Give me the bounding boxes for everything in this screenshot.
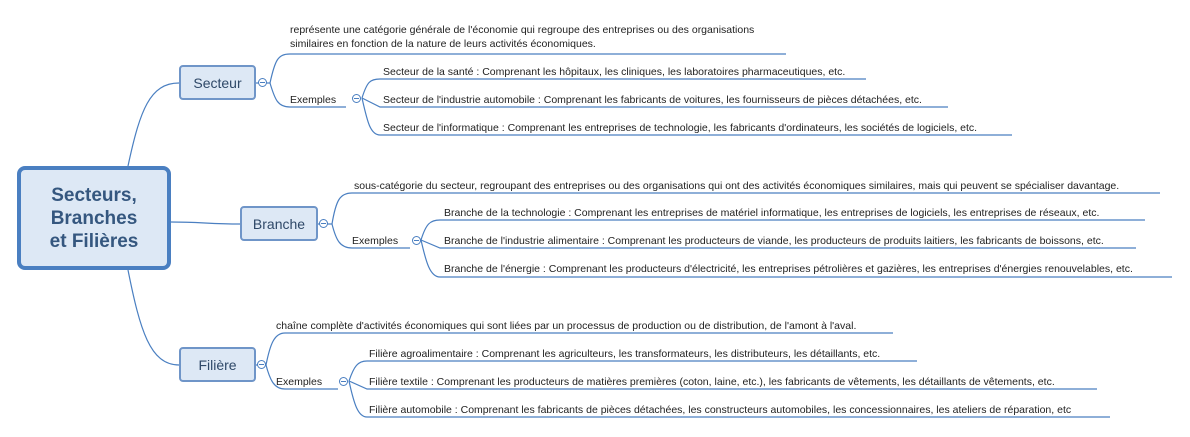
- collapse-icon[interactable]: [257, 360, 266, 369]
- filiere-exemple-3: Filière automobile : Comprenant les fabricants de pièces détachées, les constructeurs automobiles, les concessionnaires, les ateliers de réparation, etc: [369, 404, 1072, 416]
- filiere-definition: chaîne complète d'activités économiques qui sont liées par un processus de production ou de distribution, de l'amont à l'aval.: [276, 320, 857, 332]
- branche-exemple-1: Branche de la technologie : Comprenant les entreprises de matériel informatique, les entreprises de logiciels, les entreprises de réseaux, etc.: [444, 207, 1100, 219]
- filiere-exemple-2: Filière textile : Comprenant les producteurs de matières premières (coton, laine, etc.), les fabricants de vêtements, les détaillants de vêtements, etc.: [369, 376, 1055, 388]
- filiere-exemple-1: Filière agroalimentaire : Comprenant les agriculteurs, les transformateurs, les distributeurs, les détaillants, etc.: [369, 348, 881, 360]
- collapse-icon[interactable]: [258, 78, 267, 87]
- root-line-1: Secteurs,: [51, 184, 137, 206]
- branche-exemples-label: Exemples: [352, 235, 399, 247]
- secteur-node[interactable]: [179, 65, 256, 100]
- secteur-exemple-1: Secteur de la santé : Comprenant les hôpitaux, les cliniques, les laboratoires pharmaceutiques, etc.: [383, 66, 846, 78]
- secteur-label: Secteur: [193, 74, 242, 91]
- branche-exemple-2: Branche de l'industrie alimentaire : Comprenant les producteurs de viande, les producteurs de produits laitiers, les fabricants de boissons, etc.: [444, 235, 1104, 247]
- secteur-definition: représente une catégorie générale de l'économie qui regroupe des entreprises ou des organisations similaires en fonction de la nature de leurs activités économiques.: [290, 24, 755, 50]
- root-node[interactable]: [17, 166, 171, 270]
- root-line-3: et Filières: [49, 230, 139, 252]
- secteur-exemple-2: Secteur de l'industrie automobile : Comprenant les fabricants de voitures, les fournisseurs de pièces détachées, etc.: [383, 94, 922, 106]
- secteur-exemples-label: Exemples: [290, 94, 337, 106]
- branche-node[interactable]: [240, 206, 318, 241]
- collapse-icon[interactable]: [319, 219, 328, 228]
- filiere-exemples-label: Exemples: [276, 376, 323, 388]
- collapse-icon[interactable]: [339, 377, 348, 386]
- filiere-label: Filière: [198, 356, 237, 373]
- filiere-node[interactable]: [179, 347, 256, 382]
- collapse-icon[interactable]: [412, 236, 421, 245]
- branche-label: Branche: [252, 215, 306, 232]
- secteur-exemple-3: Secteur de l'informatique : Comprenant les entreprises de technologie, les fabricants d'ordinateurs, les sociétés de logiciels, etc.: [383, 122, 978, 134]
- branche-definition: sous-catégorie du secteur, regroupant des entreprises ou des organisations qui ont des activités économiques similaires, mais qui peuvent se spécialiser davantage.: [354, 180, 1120, 192]
- collapse-icon[interactable]: [352, 94, 361, 103]
- root-line-2: Branches: [50, 207, 138, 229]
- branche-exemple-3: Branche de l'énergie : Comprenant les producteurs d'électricité, les entreprises pétrolières et gazières, les entreprises d'énergies renouvelables, etc.: [444, 263, 1133, 275]
